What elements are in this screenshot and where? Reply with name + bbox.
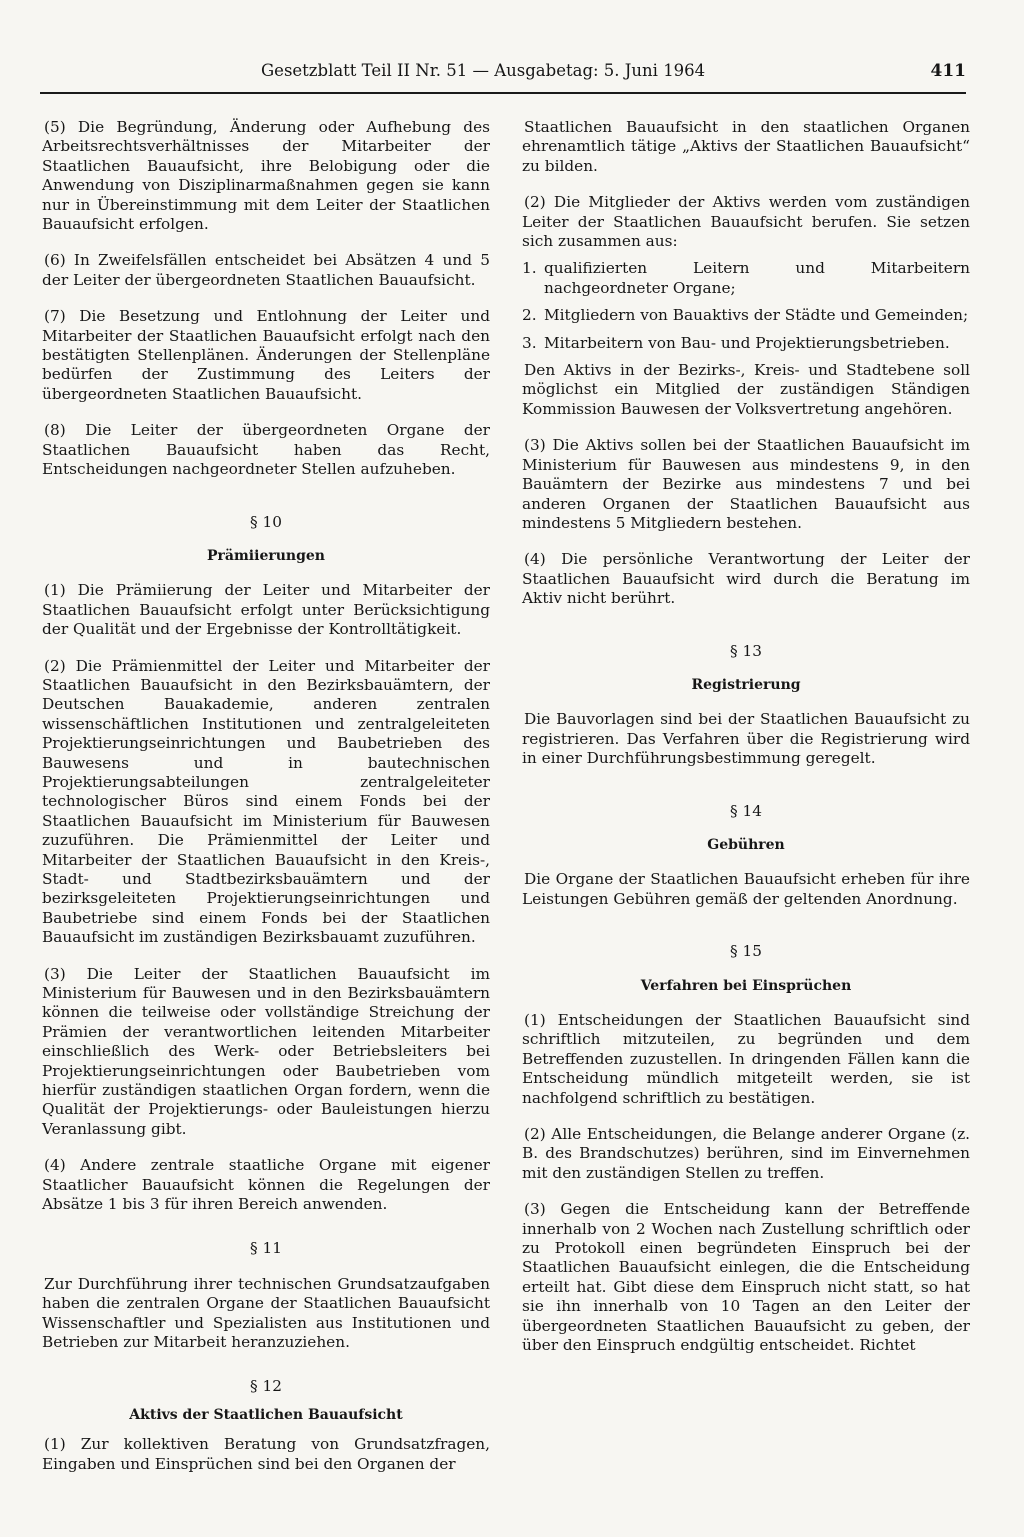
page-number: 411 xyxy=(930,61,966,81)
section-10-paragraph-4: (4) Andere zentrale staatliche Organe mit eigener Staatlicher Bauaufsicht können die Regelungen der Absätze 1 bis 3 für ihren Bereich anwenden. xyxy=(42,1156,490,1214)
paragraph-6: (6) In Zweifelsfällen entscheidet bei Absätzen 4 und 5 der Leiter der übergeordneten Staatlichen Bauaufsicht. xyxy=(42,251,490,289)
section-15-title: Verfahren bei Einsprüchen xyxy=(640,977,852,994)
section-15-number: § 15 xyxy=(730,942,762,961)
section-10-paragraph-3: (3) Die Leiter der Staatlichen Bauaufsicht im Ministerium für Bauwesen und in den Bezirksbauämtern können die teilweise oder vollständige Streichung der Prämien der verantwortlichen leitenden Mitarbeiter einschließlich des Werk- oder Betriebsleiters bei Projektierungseinrichtungen oder Baubetrieben vom hierfür zuständigen staatlichen Organ fordern, wenn die Qualität der Projektierungs- oder Bauleistungen hierzu Veranlassung gibt. xyxy=(42,964,490,1138)
section-12-paragraph-4: (4) Die persönliche Verantwortung der Leiter der Staatlichen Bauaufsicht wird durch die Beratung im Aktiv nicht berührt. xyxy=(522,550,970,608)
list-item-number: 2. xyxy=(522,306,537,325)
section-10-number: § 10 xyxy=(250,512,282,531)
section-11-number: § 11 xyxy=(250,1238,282,1257)
right-column xyxy=(522,118,970,1356)
paragraph-5: (5) Die Begründung, Änderung oder Aufhebung des Arbeitsrechtsverhältnisses der Mitarbeiter der Staatlichen Bauaufsicht, ihre Belobigung oder die Anwendung von Disziplinarmaßnahmen gegen sie kann nur in Übereinstimmung mit dem Leiter der Staatlichen Bauaufsicht erfolgen. xyxy=(42,118,490,234)
paragraph-7: (7) Die Besetzung und Entlohnung der Leiter und Mitarbeiter der Staatlichen Bauaufsicht erfolgt nach den bestätigten Stellenplänen. Änderungen der Stellenpläne bedürfen der Zustimmung des Leiters der übergeordneten Staatlichen Bauaufsicht. xyxy=(42,307,490,403)
gazette-title: Gesetzblatt Teil II Nr. 51 — Ausgabetag: 5. Juni 1964 xyxy=(261,61,706,80)
section-13-title: Registrierung xyxy=(691,676,801,693)
paragraph-8: (8) Die Leiter der übergeordneten Organe der Staatlichen Bauaufsicht haben das Recht, Entscheidungen nachgeordneter Stellen aufzuheben. xyxy=(42,421,490,479)
section-10-paragraph-2: (2) Die Prämienmittel der Leiter und Mitarbeiter der Staatlichen Bauaufsicht in den Bezirksbauämtern, der Deutschen Bauakademie, anderen zentralen wissenschäftlichen Institutionen und zentralgeleiteten Projektierungseinrichtungen und Baubetrieben des Bauwesens und in bautechnischen Projektierungsabteilungen zentralgeleiteter technologischer Büros sind einem Fonds bei der Staatlichen Bauaufsicht im Ministerium für Bauwesen zuzuführen. Die Prämienmittel der Leiter und Mitarbeiter der Staatlichen Bauaufsicht in den Kreis-, Stadt- und Stadtbezirksbauämtern und der bezirksgeleiteten Projektierungseinrichtungen und Baubetriebe sind einem Fonds bei der Staatlichen Bauaufsicht im zuständigen Bezirksbauamt zuzuführen. xyxy=(42,656,490,947)
list-item-number: 1. xyxy=(522,259,537,278)
section-11-paragraph: Zur Durchführung ihrer technischen Grundsatzaufgaben haben die zentralen Organe der Staatlichen Bauaufsicht Wissenschaftler und Spezialisten aus Institutionen und Betrieben zur Mitarbeit heranzuziehen. xyxy=(42,1274,490,1352)
section-15-paragraph-1: (1) Entscheidungen der Staatlichen Bauaufsicht sind schriftlich mitzuteilen, zu begründen und dem Betreffenden zuzustellen. In dringenden Fällen kann die Entscheidung mündlich mitgeteilt werden, sie ist nachfolgend schriftlich zu bestätigen. xyxy=(522,1011,970,1107)
list-item xyxy=(522,259,970,298)
list-item-text: Mitarbeitern von Bau- und Projektierungsbetrieben. xyxy=(544,333,950,352)
section-10-paragraph-1: (1) Die Prämiierung der Leiter und Mitarbeiter der Staatlichen Bauaufsicht erfolgt unter Berücksichtigung der Qualität und der Ergebnisse der Kontrolltätigkeit. xyxy=(42,581,490,639)
page-header xyxy=(40,60,966,94)
section-15-paragraph-3: (3) Gegen die Entscheidung kann der Betreffende innerhalb von 2 Wochen nach Zustellung schriftlich oder zu Protokoll einen begründeten Einspruch bei der Staatlichen Bauaufsicht einlegen, die die Entscheidung erteilt hat. Gibt diese dem Einspruch nicht statt, so hat sie ihn innerhalb von 10 Tagen an den Leiter der übergeordneten Staatlichen Bauaufsicht zu geben, der über den Einspruch endgültig entscheidet. Richtet xyxy=(522,1200,970,1355)
section-12-paragraph-3: (3) Die Aktivs sollen bei der Staatlichen Bauaufsicht im Ministerium für Bauwesen aus mindestens 9, in den Bauämtern der Bezirke aus mindestens 7 und bei anderen Organen der Staatlichen Bauaufsicht aus mindestens 5 Mitgliedern bestehen. xyxy=(522,436,970,532)
list-item xyxy=(522,334,970,353)
section-12-paragraph-1-continued: Staatlichen Bauaufsicht in den staatlichen Organen ehrenamtlich tätige „Aktivs der Staatlichen Bauaufsicht“ zu bilden. xyxy=(522,118,970,175)
section-14-title: Gebühren xyxy=(707,836,785,853)
left-column xyxy=(42,118,490,1474)
list-item-text: qualifizierten Leitern und Mitarbeitern nachgeordneter Organe; xyxy=(544,259,970,297)
list-item-text: Mitgliedern von Bauaktivs der Städte und Gemeinden; xyxy=(544,306,969,325)
section-12-membership-note: Den Aktivs in der Bezirks-, Kreis- und Stadtebene soll möglichst ein Mitglied der zuständigen Ständigen Kommission Bauwesen der Volksvertretung angehören. xyxy=(522,361,970,418)
section-10-title: Prämiierungen xyxy=(207,547,325,564)
list-item-number: 3. xyxy=(522,333,537,352)
section-15-paragraph-2: (2) Alle Entscheidungen, die Belange anderer Organe (z. B. des Brandschutzes) berühren, sind im Einvernehmen mit den zuständigen Stellen zu treffen. xyxy=(522,1125,970,1182)
section-12-paragraph-1-start: (1) Zur kollektiven Beratung von Grundsatzfragen, Eingaben und Einsprüchen sind bei den Organen der xyxy=(42,1435,490,1473)
section-14-paragraph: Die Organe der Staatlichen Bauaufsicht erheben für ihre Leistungen Gebühren gemäß der geltenden Anordnung. xyxy=(522,870,970,908)
list-item xyxy=(522,306,970,325)
section-13-number: § 13 xyxy=(730,641,762,660)
section-12-number: § 12 xyxy=(250,1376,282,1395)
section-12-paragraph-2: (2) Die Mitglieder der Aktivs werden vom zuständigen Leiter der Staatlichen Bauaufsicht berufen. Sie setzen sich zusammen aus: xyxy=(522,193,970,251)
section-12-title: Aktivs der Staatlichen Bauaufsicht xyxy=(129,1406,403,1423)
section-13-paragraph: Die Bauvorlagen sind bei der Staatlichen Bauaufsicht zu registrieren. Das Verfahren über die Registrierung wird in einer Durchführungsbestimmung geregelt. xyxy=(522,710,970,768)
section-14-number: § 14 xyxy=(730,801,762,820)
